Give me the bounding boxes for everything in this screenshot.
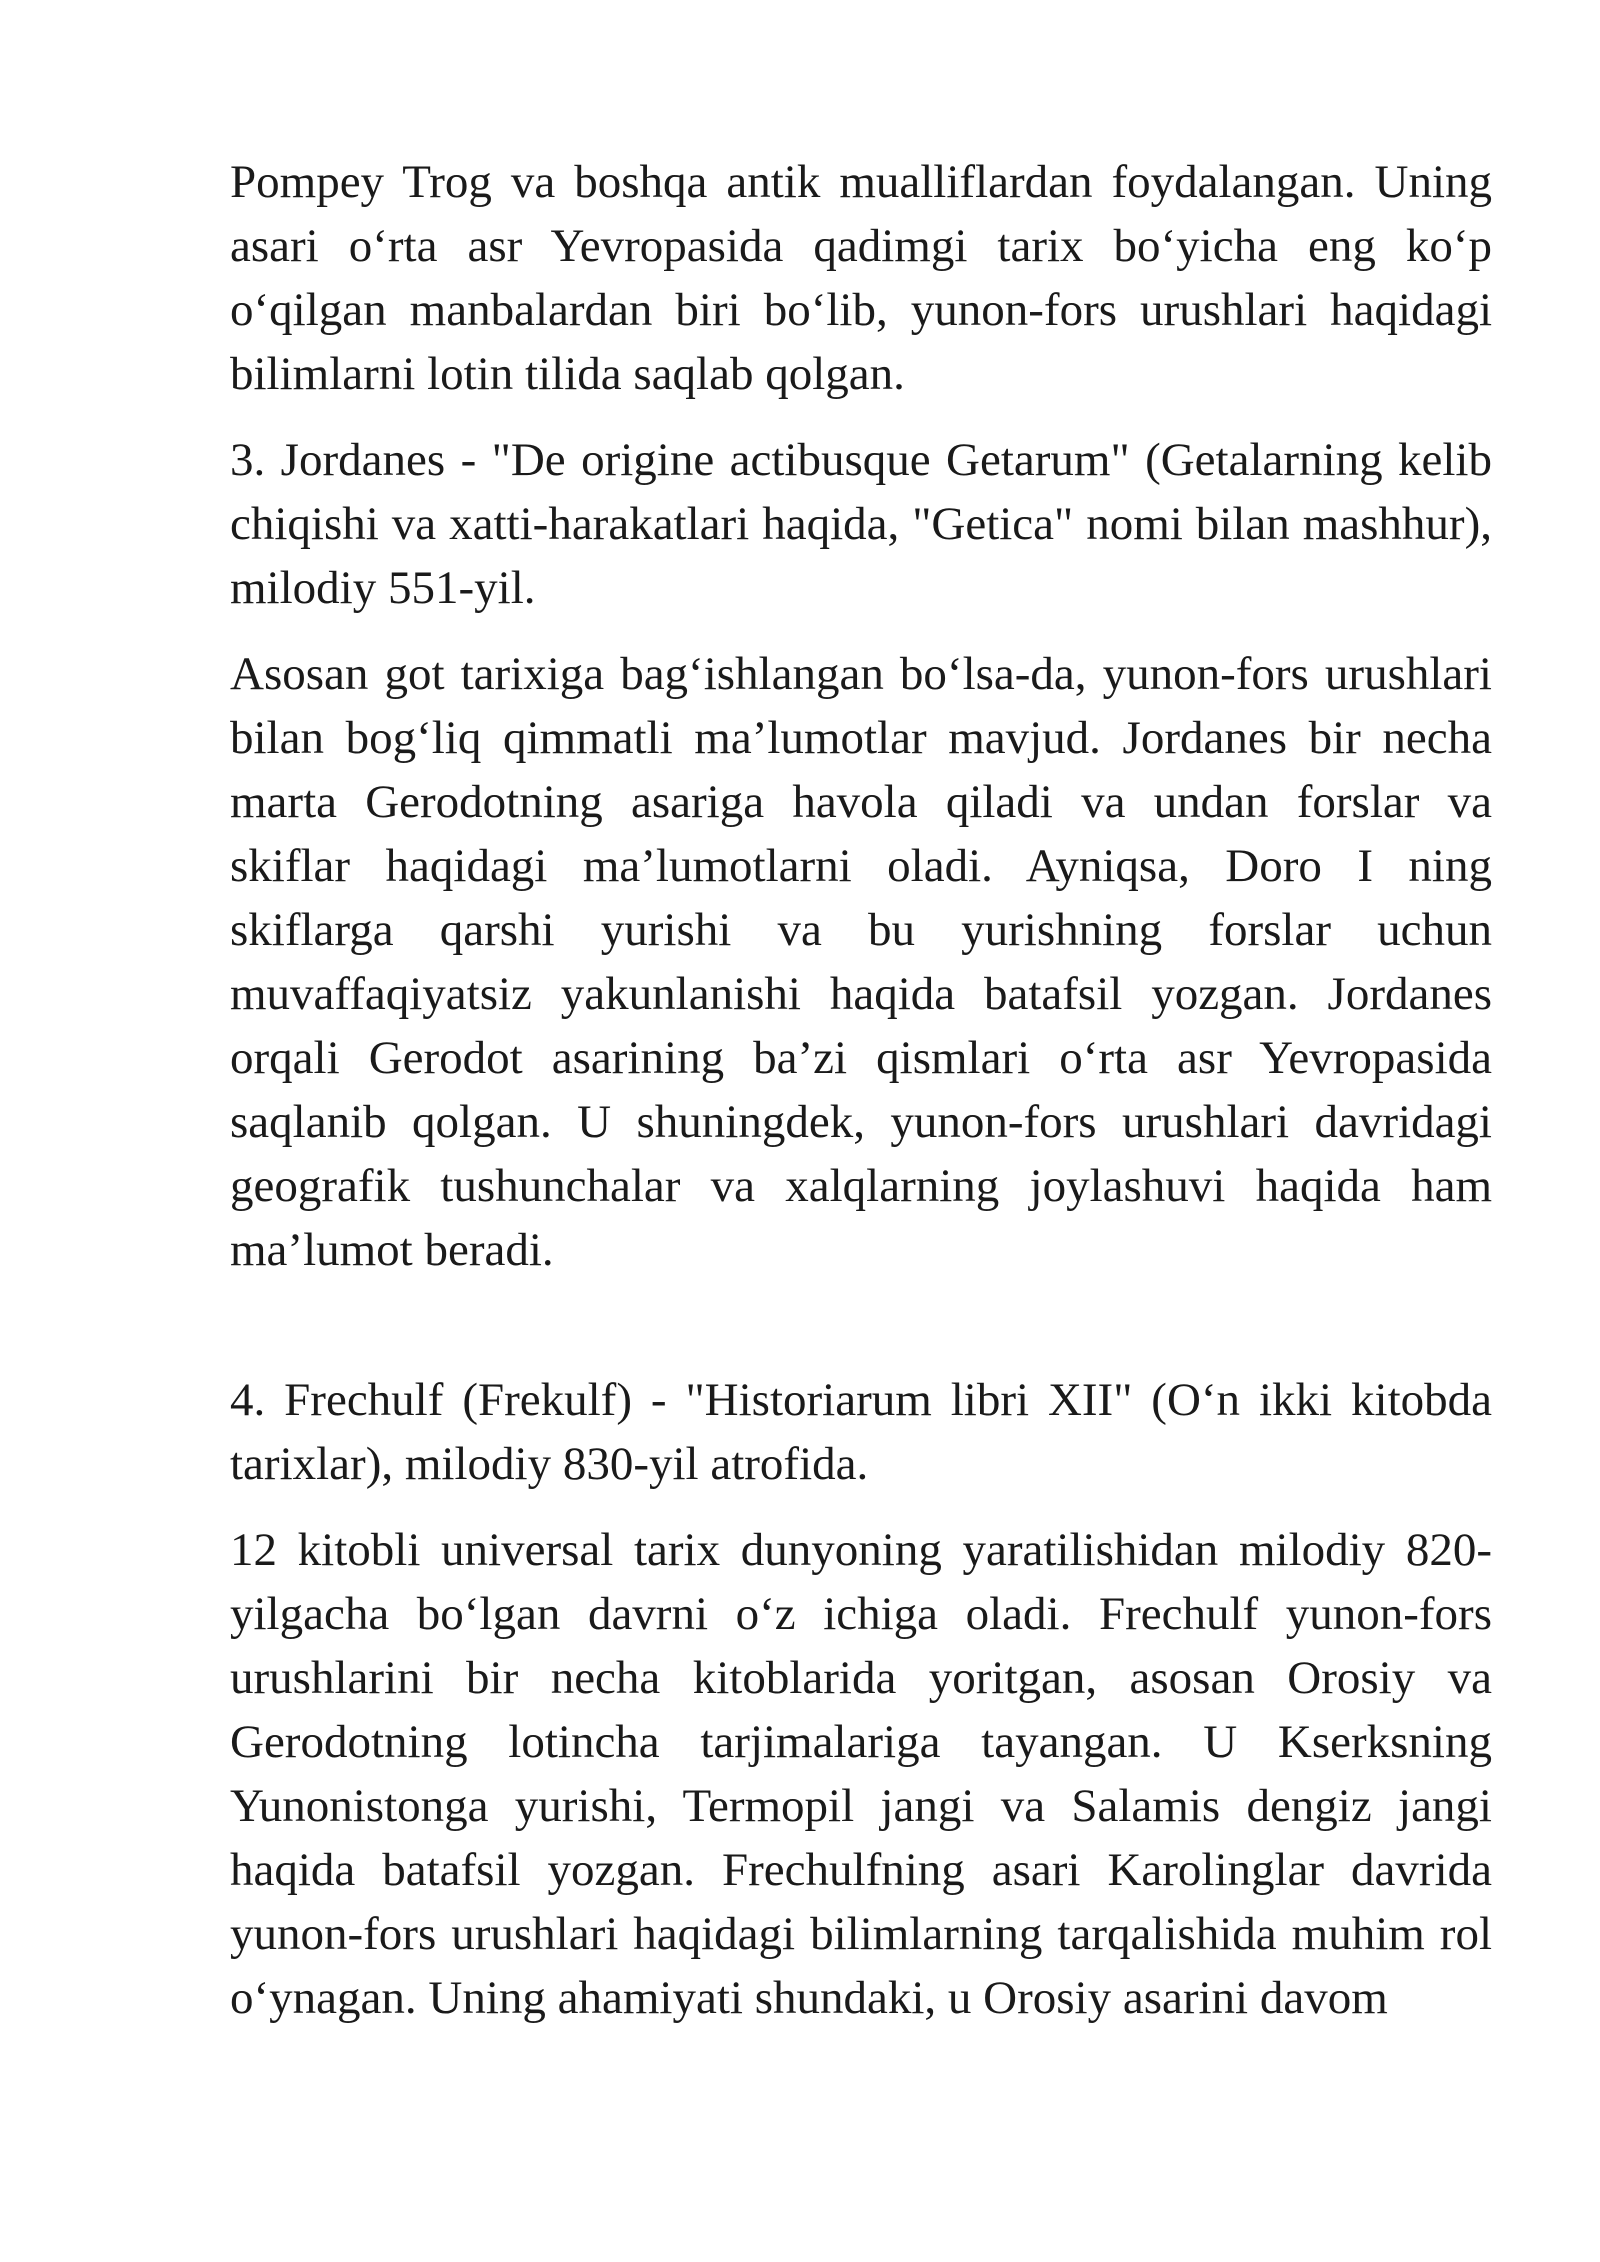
paragraph-jordanes-heading: 3. Jordanes - "De origine actibusque Getarum" (Getalarning kelib chiqishi va xatti-harakatlari haqida, "Getica" nomi bilan mashhur), milodiy 551-yil.: [230, 434, 1492, 614]
paragraph-frechulf-body: 12 kitobli universal tarix dunyoning yaratilishidan milodiy 820-yilgacha bo‘lgan davrni o‘z ichiga oladi. Frechulf yunon-fors urushlarini bir necha kitoblarida yoritgan, asosan Orosiy va Gerodotning lotincha tarjimalariga tayangan. U Kserksning Yunonistonga yurishi, Termopil jangi va Salamis dengiz jangi haqida batafsil yozgan. Frechulfning asari Karolinglar davrida yunon-fors urushlari haqidagi bilimlarning tarqalishida muhim rol o‘ynagan. Uning ahamiyati shundaki, u Orosiy asarini davom: [230, 1524, 1492, 2024]
paragraph-pompey-trog: Pompey Trog va boshqa antik mualliflardan foydalangan. Uning asari o‘rta asr Yevropasida qadimgi tarix bo‘yicha eng ko‘p o‘qilgan manbalardan biri bo‘lib, yunon-fors urushlari haqidagi bilimlarni lotin tilida saqlab qolgan.: [230, 156, 1492, 400]
document-body: [230, 150, 1492, 2052]
paragraph-jordanes-body: Asosan got tarixiga bag‘ishlangan bo‘lsa-da, yunon-fors urushlari bilan bog‘liq qimmatli ma’lumotlar mavjud. Jordanes bir necha marta Gerodotning asariga havola qiladi va undan forslar va skiflar haqidagi ma’lumotlarni oladi. Ayniqsa, Doro I ning skiflarga qarshi yurishi va bu yurishning forslar uchun muvaffaqiyatsiz yakunlanishi haqida batafsil yozgan. Jordanes orqali Gerodot asarining ba’zi qismlari o‘rta asr Yevropasida saqlanib qolgan. U shuningdek, yunon-fors urushlari davridagi geografik tushunchalar va xalqlarning joylashuvi haqida ham ma’lumot beradi.: [230, 648, 1492, 1276]
paragraph-frechulf-heading: 4. Frechulf (Frekulf) - "Historiarum libri XII" (O‘n ikki kitobda tarixlar), milodiy 830-yil atrofida.: [230, 1374, 1492, 1490]
